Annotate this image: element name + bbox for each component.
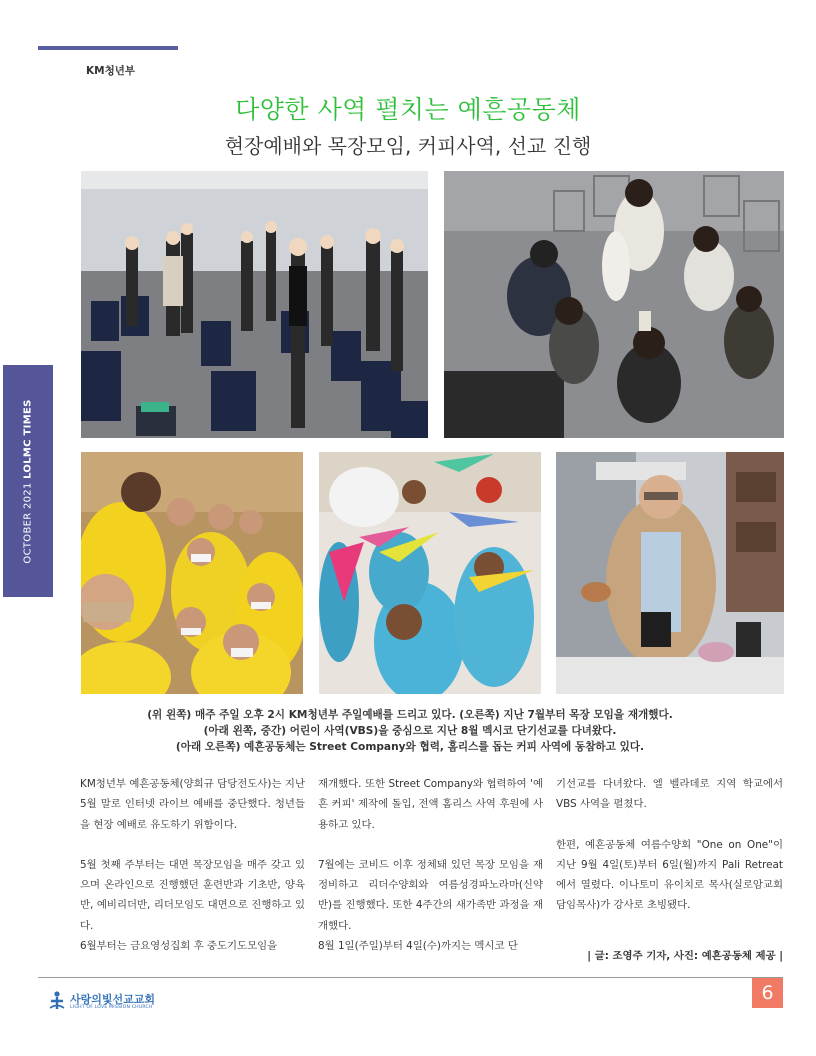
side-tab-date: OCTOBER 2021: [22, 478, 34, 564]
article-paragraph: 6월부터는 금요영성집회 후 중도기도모임을: [80, 940, 278, 953]
subheadline: 현장예배와 목장모임, 커피사역, 선교 진행: [224, 134, 592, 158]
article-paragraph: 재개했다. 또한 Street Company와 협력하여 '예흔 커피' 제작에 돌입, 전액 홈리스 사역 후원에 사용하고 있다.: [318, 778, 543, 831]
top-rule: [38, 46, 178, 50]
photo-kids-selfie: [81, 452, 303, 694]
photo-worship: [81, 171, 428, 438]
article-column-3: [556, 774, 783, 966]
article-paragraph: KM청년부 예흔공동체(양희규 담당전도사)는 지난 5월 말로 인터넷 라이브 예배를 중단했다. 청년들을 현장 예배로 유도하기 위함이다.: [80, 778, 305, 831]
article-column-2: [318, 774, 543, 956]
caption-line: (위 왼쪽) 매주 주일 오후 2시 KM청년부 주일예배를 드리고 있다. (오른쪽) 지난 7월부터 목장 모임을 재개했다.: [147, 709, 673, 721]
article-paragraph: 한편, 예흔공동체 여름수양회 "One on One"이 지난 9월 4일(토)부터 6일(월)까지 Pali Retreat에서 열렸다. 이나토미 유이치로 목사(실로암교회 담임목사)가 강사로 초빙됐다.: [556, 838, 783, 912]
article-paragraph: 7월에는 코비드 이후 정체돼 있던 목장 모임을 재정비하고 리더수양회와 여름성경파노라마(신약반)를 진행했다. 또한 4주간의 새가족반 과정을 재개했다.: [318, 858, 543, 932]
article-credit: | 글: 조영주 기자, 사진: 예흔공동체 제공 |: [587, 949, 783, 962]
caption-line: (아래 왼쪽, 중간) 어린이 사역(VBS)을 중심으로 지난 8월 멕시코 단기선교를 다녀왔다.: [203, 725, 617, 737]
side-tab-label: [3, 365, 53, 597]
footer-rule: [38, 977, 783, 978]
photo-caption: [60, 707, 760, 755]
article-paragraph: 8월 1일(주일)부터 4일(수)까지는 멕시코 단: [318, 940, 518, 953]
church-name: 사랑의빛선교교회: [70, 993, 156, 1006]
church-name-english: LIGHT OF LOVE MISSION CHURCH: [70, 1005, 153, 1010]
article-column-1: [80, 774, 305, 956]
photo-coffee: [556, 452, 784, 694]
section-label: KM청년부: [86, 65, 136, 77]
photo-paper-planes: [319, 452, 541, 694]
headline: 다양한 사역 펼치는 예흔공동체: [235, 95, 581, 124]
caption-line: (아래 오른쪽) 예흔공동체는 Street Company와 협력, 홈리스를 돕는 커피 사역에 동참하고 있다.: [175, 741, 645, 753]
photo-cell-group: [444, 171, 784, 438]
article-paragraph: 기선교를 다녀왔다. 엘 벨라데로 지역 학교에서 VBS 사역을 펼쳤다.: [556, 778, 783, 811]
page-number: 6: [752, 978, 783, 1008]
side-tab-publication: LOLMC TIMES: [22, 398, 34, 479]
article-paragraph: 5월 첫째 주부터는 대면 목장모임을 매주 갖고 있으며 온라인으로 진행했던 훈련반과 기초반, 양육반, 예비리더반, 리더모임도 대면으로 진행하고 있다.: [80, 858, 305, 932]
church-logo-icon: [48, 990, 66, 1010]
